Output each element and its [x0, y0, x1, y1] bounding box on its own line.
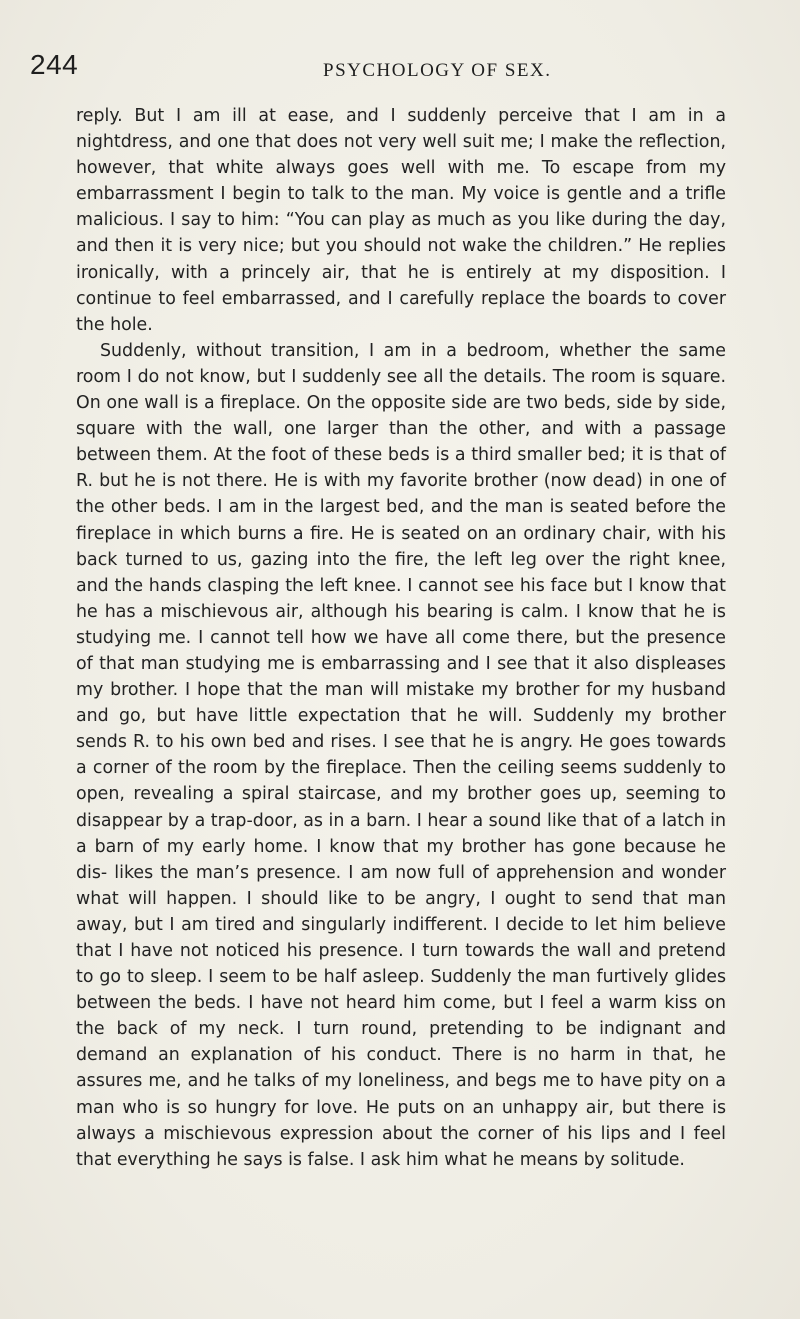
page-number: 244	[30, 49, 79, 80]
page-header	[30, 48, 760, 88]
body-text	[76, 103, 726, 1173]
running-head: PSYCHOLOGY OF SEX.	[323, 60, 552, 81]
paragraph: Suddenly, without transition, I am in a bedroom, whether the same room I do not know, but I suddenly see all the details. The room is square. On one wall is a fireplace. On the opposite side are two beds, side by side, square with the wall, one larger than the other, and with a passage between them. At the foot of these beds is a third smaller bed; it is that of R. but he is not there. He is with my favorite brother (now dead) in one of the other beds. I am in the largest bed, and the man is seated before the fireplace in which burns a fire. He is seated on an ordinary chair, with his back turned to us, gazing into the fire, the left leg over the right knee, and the hands clasping the left knee. I cannot see his face but I know that he has a mischievous air, although his bearing is calm. I know that he is studying me. I cannot tell how we have all come there, but the presence of that man studying me is embarrassing and I see that it also displeases my brother. I hope that the man will mistake my brother for my husband and go, but have little expectation that he will. Suddenly my brother sends R. to his own bed and rises. I see that he is angry. He goes towards a corner of the room by the fireplace. Then the ceiling seems suddenly to open, revealing a spiral staircase, and my brother goes up, seeming to disappear by a trap-door, as in a barn. I hear a sound like that of a latch in a barn of my early home. I know that my brother has gone because he dis- likes the man’s presence. I am now full of apprehension and wonder what will happen. I should like to be angry, I ought to send that man away, but I am tired and singularly indifferent. I decide to let him believe that I have not noticed his presence. I turn towards the wall and pretend to go to sleep. I seem to be half asleep. Suddenly the man furtively glides between the beds. I have not heard him come, but I feel a warm kiss on the back of my neck. I turn round, pretending to be indignant and demand an explanation of his conduct. There is no harm in that, he assures me, and he talks of my loneliness, and begs me to have pity on a man who is so hungry for love. He puts on an unhappy air, but there is always a mischievous expression about the corner of his lips and I feel that everything he says is false. I ask him what he means by solitude.	[76, 340, 726, 1170]
paragraph: reply. But I am ill at ease, and I suddenly perceive that I am in a nightdress, and one that does not very well suit me; I make the reflection, however, that white always goes well with me. To escape from my embarrassment I begin to talk to the man. My voice is gentle and a trifle malicious. I say to him: “You can play as much as you like during the day, and then it is very nice; but you should not wake the children.” He replies ironically, with a princely air, that he is entirely at my disposition. I continue to feel embarrassed, and I carefully replace the boards to cover the hole.	[76, 106, 726, 335]
